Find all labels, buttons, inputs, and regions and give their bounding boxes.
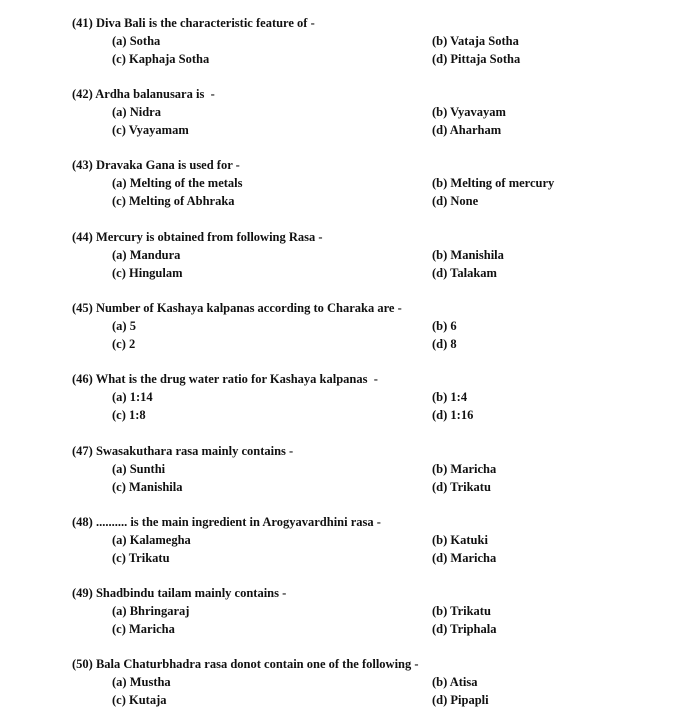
question-43 — [0, 157, 680, 217]
option-c: (c) Kutaja — [112, 693, 167, 707]
option-a: (a) 5 — [112, 319, 136, 333]
option-c: (c) Manishila — [112, 480, 183, 494]
option-a: (a) Melting of the metals — [112, 176, 243, 190]
option-a: (a) Sunthi — [112, 462, 166, 476]
question-50 — [0, 656, 680, 716]
option-d: (d) Talakam — [432, 266, 497, 280]
option-c: (c) Trikatu — [112, 551, 170, 565]
question-45 — [0, 300, 680, 360]
option-b: (b) Vyavayam — [432, 105, 506, 119]
option-d: (d) Pipapli — [432, 693, 489, 707]
option-a: (a) Bhringaraj — [112, 604, 190, 618]
option-c: (c) Vyayamam — [112, 123, 189, 137]
question-text: (45) Number of Kashaya kalpanas according to Charaka are - — [72, 301, 402, 315]
option-c: (c) Maricha — [112, 622, 175, 636]
option-b: (b) Maricha — [432, 462, 497, 476]
question-42 — [0, 86, 680, 146]
option-b: (b) 6 — [432, 319, 457, 333]
option-d: (d) Maricha — [432, 551, 497, 565]
option-b: (b) Melting of mercury — [432, 176, 555, 190]
question-text: (50) Bala Chaturbhadra rasa donot contain one of the following - — [72, 657, 419, 671]
option-b: (b) Trikatu — [432, 604, 491, 618]
option-a: (a) 1:14 — [112, 390, 153, 404]
option-d: (d) 1:16 — [432, 408, 474, 422]
option-a: (a) Sotha — [112, 34, 161, 48]
question-49 — [0, 585, 680, 645]
option-d: (d) Triphala — [432, 622, 497, 636]
option-a: (a) Nidra — [112, 105, 161, 119]
option-d: (d) Trikatu — [432, 480, 491, 494]
option-a: (a) Mandura — [112, 248, 181, 262]
question-text: (43) Dravaka Gana is used for - — [72, 158, 240, 172]
option-d: (d) Pittaja Sotha — [432, 52, 521, 66]
option-c: (c) 1:8 — [112, 408, 146, 422]
option-d: (d) None — [432, 194, 479, 208]
option-b: (b) Manishila — [432, 248, 504, 262]
question-text: (46) What is the drug water ratio for Kashaya kalpanas - — [72, 372, 378, 386]
option-d: (d) Aharham — [432, 123, 502, 137]
question-text: (49) Shadbindu tailam mainly contains - — [72, 586, 287, 600]
question-text: (41) Diva Bali is the characteristic feature of - — [72, 16, 315, 30]
option-c: (c) Melting of Abhraka — [112, 194, 235, 208]
option-b: (b) 1:4 — [432, 390, 468, 404]
option-b: (b) Vataja Sotha — [432, 34, 519, 48]
question-44 — [0, 229, 680, 289]
option-d: (d) 8 — [432, 337, 457, 351]
option-a: (a) Kalamegha — [112, 533, 191, 547]
option-b: (b) Katuki — [432, 533, 488, 547]
option-c: (c) Hingulam — [112, 266, 183, 280]
option-c: (c) Kaphaja Sotha — [112, 52, 210, 66]
question-46 — [0, 371, 680, 431]
question-text: (48) .......... is the main ingredient in Arogyavardhini rasa - — [72, 515, 381, 529]
option-b: (b) Atisa — [432, 675, 478, 689]
question-41 — [0, 15, 680, 75]
question-47 — [0, 443, 680, 503]
question-48 — [0, 514, 680, 574]
option-a: (a) Mustha — [112, 675, 171, 689]
option-c: (c) 2 — [112, 337, 136, 351]
question-text: (42) Ardha balanusara is - — [72, 87, 215, 101]
question-text: (47) Swasakuthara rasa mainly contains - — [72, 444, 294, 458]
question-text: (44) Mercury is obtained from following Rasa - — [72, 230, 323, 244]
